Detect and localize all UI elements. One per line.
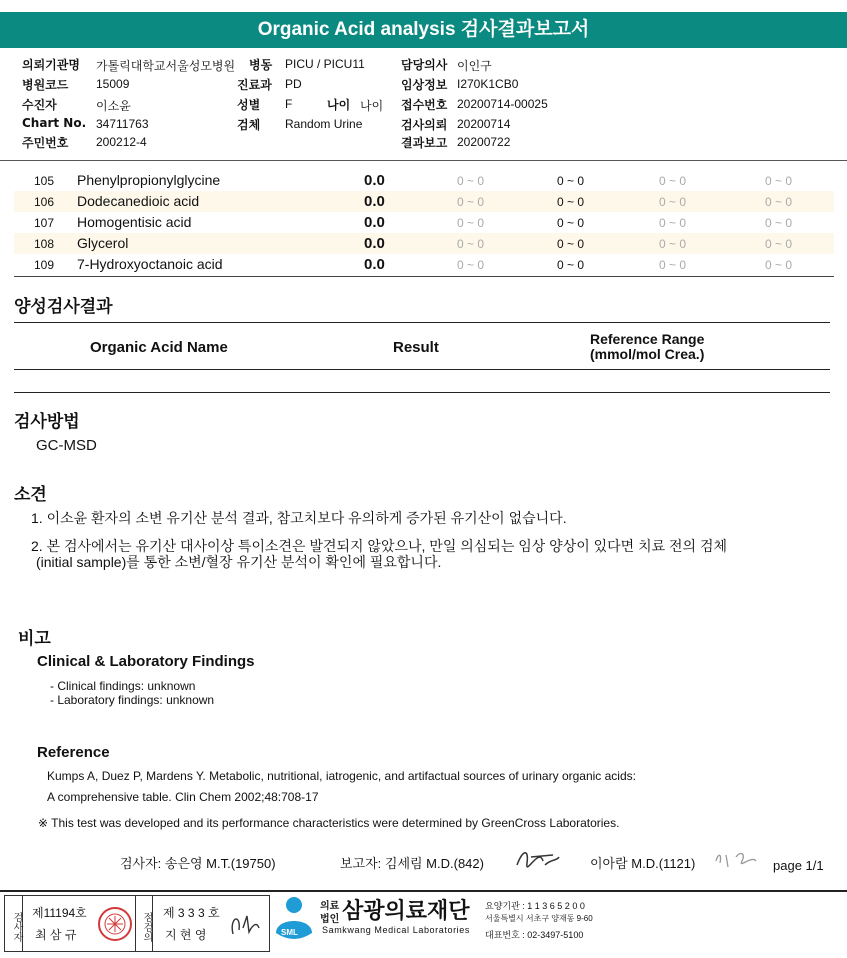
label-hospital-code: 병원코드: [22, 78, 69, 92]
table-row: [14, 254, 834, 275]
value-id-no: 200212-4: [96, 135, 147, 149]
label-patient: 수진자: [22, 98, 57, 112]
label-doctor: 담당의사: [401, 58, 448, 72]
clinical-findings-title: Clinical & Laboratory Findings: [37, 653, 255, 670]
acid-name: Phenylpropionylglycine: [77, 172, 221, 188]
opinion-line-2b: (initial sample)를 통한 소변/혈장 유기산 분석이 확인에 필요합니다.: [36, 554, 442, 570]
range-1: 0 ~ 0: [457, 195, 485, 209]
range-3: 0 ~ 0: [659, 195, 687, 209]
range-1: 0 ~ 0: [457, 237, 485, 251]
label-sex: 성별: [237, 98, 261, 112]
range-4: 0 ~ 0: [765, 237, 793, 251]
checker-license-no: 제 3 3 3 호: [163, 906, 220, 920]
value-specimen: Random Urine: [285, 117, 363, 131]
row-number: 105: [34, 174, 55, 188]
method-title: 검사방법: [14, 412, 80, 432]
col-result: Result: [393, 339, 439, 356]
range-2: 0 ~ 0: [557, 195, 585, 209]
table-row: [14, 233, 834, 254]
range-1: 0 ~ 0: [457, 258, 485, 272]
row-number: 109: [34, 258, 55, 272]
range-4: 0 ~ 0: [765, 216, 793, 230]
lab-note: ※ This test was developed and its performance characteristics were determined by GreenCross Laboratories.: [38, 816, 620, 830]
row-number: 106: [34, 195, 55, 209]
handwritten-signature-2: [712, 845, 772, 873]
seal-stamp-icon: [97, 906, 133, 942]
value-request-date: 20200714: [457, 117, 511, 131]
table-row: [14, 170, 834, 191]
row-number: 107: [34, 216, 55, 230]
label-age: 나이: [327, 98, 351, 112]
page-number: page 1/1: [773, 858, 824, 873]
other-signature: 이아람 M.D.(1121): [590, 856, 696, 871]
value-ward: PICU / PICU11: [285, 57, 365, 71]
reference-line-1: Kumps A, Duez P, Mardens Y. Metabolic, nutritional, iatrogenic, and artifactual sources of urinary organic acids:: [47, 769, 636, 783]
certification-box: [4, 895, 270, 952]
range-1: 0 ~ 0: [457, 174, 485, 188]
value-doctor: 이인구: [457, 59, 492, 73]
checker-name: 지 현 영: [165, 928, 207, 942]
result-value: 0.0: [364, 235, 385, 252]
label-institution: 의뢰기관명: [22, 58, 80, 72]
col-reference-range: Reference Range: [590, 331, 705, 347]
checker-signature: [225, 904, 265, 944]
organization-name: 삼광의료재단: [342, 899, 470, 924]
contact-phone: 대표번호 : 02-3497-5100: [485, 930, 584, 940]
clinical-findings: - Clinical findings: unknown: [50, 679, 196, 693]
range-4: 0 ~ 0: [765, 195, 793, 209]
label-receipt-no: 접수번호: [401, 98, 448, 112]
result-value: 0.0: [364, 172, 385, 189]
range-4: 0 ~ 0: [765, 258, 793, 272]
positive-table-bottom-line: [14, 392, 830, 393]
range-3: 0 ~ 0: [659, 216, 687, 230]
result-value: 0.0: [364, 256, 385, 273]
value-clinical-info: I270K1CB0: [457, 77, 519, 91]
handwritten-signature-1: [513, 843, 563, 873]
value-chart-no: 34711763: [96, 117, 149, 131]
label-id-no: 주민번호: [22, 136, 69, 150]
value-department: PD: [285, 77, 302, 91]
opinion-line-2a: 2. 본 검사에서는 유기산 대사이상 특이소견은 발견되지 않았으나, 만일 의심되는 임상 양상이 있다면 치료 전의 검체: [31, 538, 728, 554]
label-department: 진료과: [237, 78, 272, 92]
acid-name: Homogentisic acid: [77, 214, 192, 230]
col-acid-name: Organic Acid Name: [90, 339, 228, 356]
col-reference-unit: (mmol/mol Crea.): [590, 346, 705, 362]
range-2: 0 ~ 0: [557, 216, 585, 230]
label-chart-no: Chart No.: [22, 116, 87, 130]
range-4: 0 ~ 0: [765, 174, 793, 188]
reference-title: Reference: [37, 744, 110, 761]
label-specimen: 검체: [237, 118, 261, 132]
org-prefix-2: 법인: [320, 914, 340, 925]
range-3: 0 ~ 0: [659, 174, 687, 188]
range-3: 0 ~ 0: [659, 258, 687, 272]
inspector-name: 최 삼 규: [35, 928, 77, 942]
value-receipt-no: 20200714-00025: [457, 97, 548, 111]
table-row: [14, 212, 834, 233]
contact-institution-code: 요양기관 : 1 1 3 6 5 2 0 0: [485, 901, 585, 911]
checker-label: 점검의: [135, 896, 153, 951]
range-2: 0 ~ 0: [557, 174, 585, 188]
table-row: [14, 191, 834, 212]
positive-table-header-line: [14, 369, 830, 370]
label-report-date: 결과보고: [401, 136, 448, 150]
contact-address: 서울특별시 서초구 양재동 9-60: [485, 914, 593, 923]
opinion-title: 소견: [14, 485, 47, 505]
inspector-label: 검사자: [5, 896, 23, 951]
value-institution: 가톨릭대학교서울성모병원: [96, 59, 236, 73]
label-ward: 병동: [249, 58, 273, 72]
row-number: 108: [34, 237, 55, 251]
result-value: 0.0: [364, 214, 385, 231]
reference-line-2: A comprehensive table. Clin Chem 2002;48:708-17: [47, 790, 319, 804]
laboratory-findings: - Laboratory findings: unknown: [50, 693, 215, 707]
value-hospital-code: 15009: [96, 77, 130, 91]
tester-signature: 검사자: 송은영 M.T.(19750): [120, 856, 276, 871]
range-1: 0 ~ 0: [457, 216, 485, 230]
value-sex: F: [285, 97, 293, 111]
report-title: Organic Acid analysis 검사결과보고서: [0, 12, 847, 48]
opinion-line-1: 1. 이소윤 환자의 소변 유기산 분석 결과, 참고치보다 유의하게 증가된 유기산이 없습니다.: [31, 510, 567, 526]
label-request-date: 검사의뢰: [401, 118, 448, 132]
org-prefix-1: 의료: [320, 901, 340, 912]
inspector-license-no: 제11194호: [32, 906, 87, 920]
footer-divider: [0, 890, 847, 892]
positive-results-title: 양성검사결과: [14, 297, 113, 317]
value-age: 나이: [360, 99, 384, 113]
range-3: 0 ~ 0: [659, 237, 687, 251]
table-bottom-line: [14, 276, 834, 277]
method-value: GC-MSD: [36, 437, 97, 454]
label-clinical-info: 임상정보: [401, 78, 448, 92]
acid-name: 7-Hydroxyoctanoic acid: [77, 256, 223, 272]
value-patient: 이소윤: [96, 99, 131, 113]
remarks-title: 비고: [18, 629, 51, 649]
acid-name: Glycerol: [77, 235, 129, 251]
range-2: 0 ~ 0: [557, 258, 585, 272]
sml-logo-text: SML: [281, 928, 298, 937]
value-report-date: 20200722: [457, 135, 511, 149]
positive-table-top-line: [14, 322, 830, 323]
range-2: 0 ~ 0: [557, 237, 585, 251]
acid-name: Dodecanedioic acid: [77, 193, 200, 209]
reporter-signature: 보고자: 김세림 M.D.(842): [340, 856, 484, 871]
result-value: 0.0: [364, 193, 385, 210]
header-divider: [0, 160, 847, 161]
organization-english-name: Samkwang Medical Laboratories: [322, 925, 470, 935]
